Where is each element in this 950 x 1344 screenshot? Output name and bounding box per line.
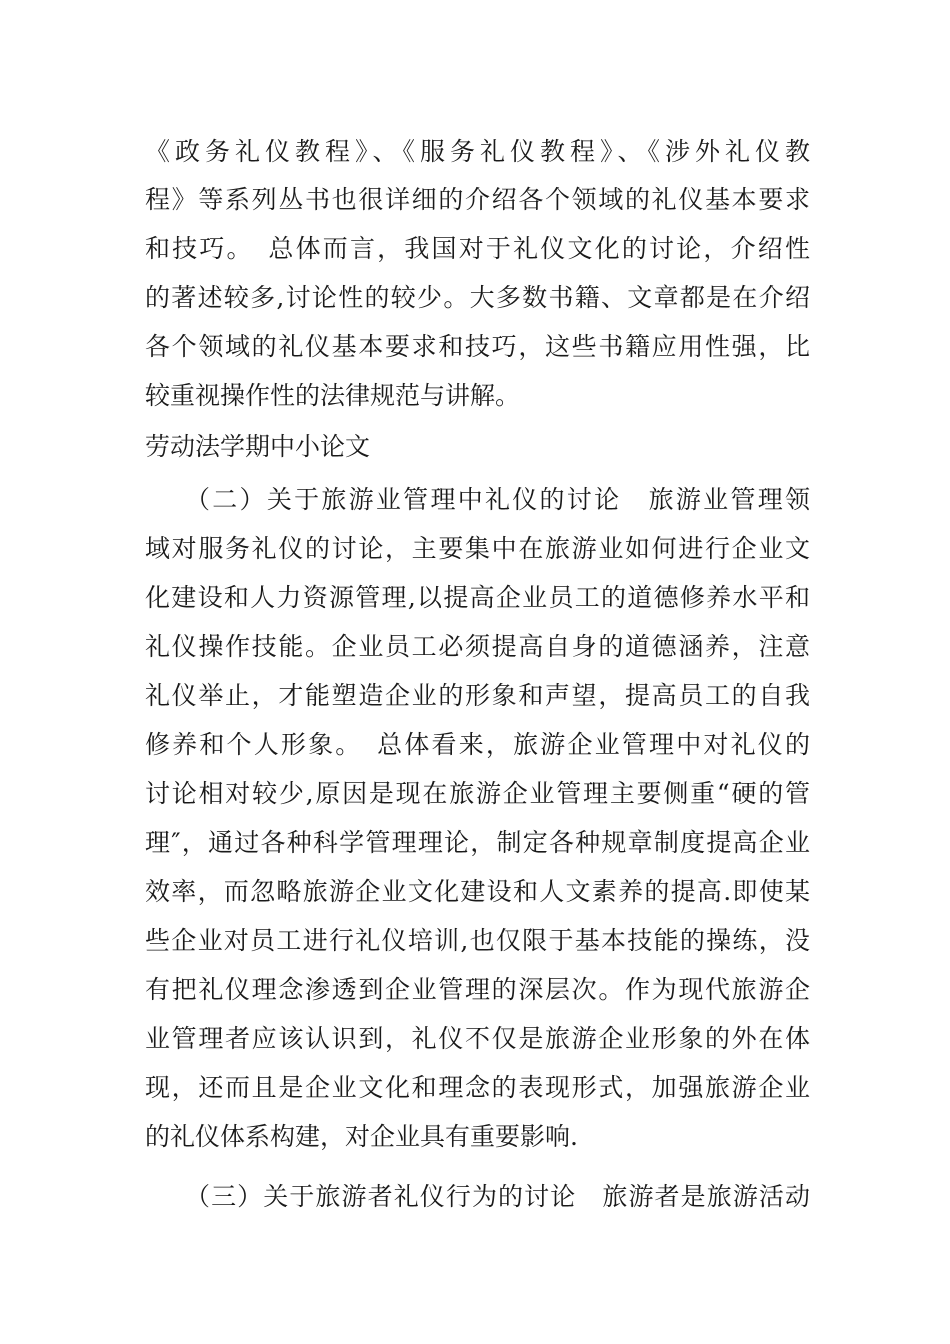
paragraph-line: 较重视操作性的法律规范与讲解。 [145,381,521,410]
paragraph-line: 有把礼仪理念渗透到企业管理的深层次。作为现代旅游企 [145,975,810,1004]
paragraph-line: 礼仪举止，才能塑造企业的形象和声望，提高员工的自我 [145,681,810,710]
paragraph-line: 讨论相对较少,原因是现在旅游企业管理主要侧重“硬的管 [145,779,810,808]
paragraph-line: 域对服务礼仪的讨论，主要集中在旅游业如何进行企业文 [145,534,810,563]
paragraph-line: 的礼仪体系构建，对企业具有重要影响. [145,1122,578,1151]
paragraph-line: 效率，而忽略旅游企业文化建设和人文素养的提高.即使某 [145,877,810,906]
paragraph-line: 程》等系列丛书也很详细的介绍各个领域的礼仪基本要求 [145,185,810,214]
paragraph-line: 和技巧。 总体而言，我国对于礼仪文化的讨论，介绍性 [145,234,810,263]
paragraph-line: 理″，通过各种科学管理理论，制定各种规章制度提高企业 [145,828,810,857]
paragraph-line: 《政务礼仪教程》、《服务礼仪教程》、《涉外礼仪教 [145,137,810,166]
section-heading: 劳动法学期中小论文 [145,432,371,461]
paragraph-line: 些企业对员工进行礼仪培训,也仅限于基本技能的操练，没 [145,926,810,955]
paragraph-line: （二）关于旅游业管理中礼仪的讨论 旅游业管理领 [185,485,810,514]
paragraph-line: 礼仪操作技能。企业员工必须提高自身的道德涵养，注意 [145,632,810,661]
paragraph-line: 各个领域的礼仪基本要求和技巧，这些书籍应用性强，比 [145,332,810,361]
paragraph-line: 的著述较多,讨论性的较少。大多数书籍、文章都是在介绍 [145,283,810,312]
paragraph-line: （三）关于旅游者礼仪行为的讨论 旅游者是旅游活动 [185,1182,810,1211]
paragraph-line: 业管理者应该认识到，礼仪不仅是旅游企业形象的外在体 [145,1024,810,1053]
paragraph-line: 修养和个人形象。 总体看来，旅游企业管理中对礼仪的 [145,730,810,759]
paragraph-line: 化建设和人力资源管理,以提高企业员工的道德修养水平和 [145,583,810,612]
paragraph-line: 现，还而且是企业文化和理念的表现形式，加强旅游企业 [145,1073,810,1102]
